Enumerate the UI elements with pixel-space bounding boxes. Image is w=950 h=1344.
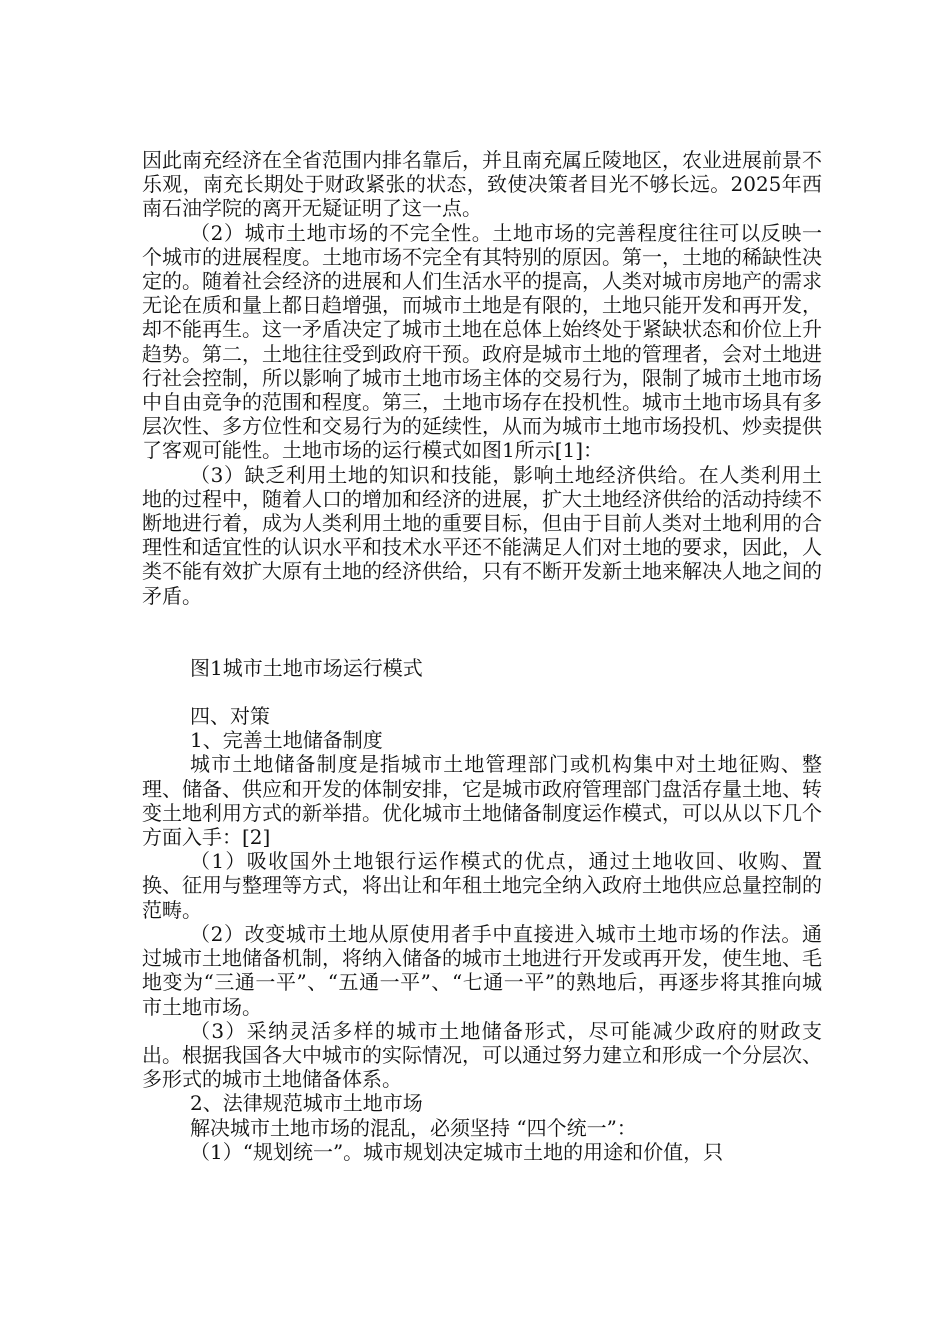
figure-placeholder-space — [142, 608, 822, 656]
document-body — [142, 148, 822, 1164]
paragraph-land-market-incomplete: （2）城市土地市场的不完全性。土地市场的完善程度往往可以反映一个城市的进展程度。土地市场不完全有其特别的原因。第一，土地的稀缺性决定的。随着社会经济的进展和人们生活水平的提高，人类对城市房地产的需求无论在质和量上都日趋增强，而城市土地是有限的，土地只能开发和再开发，却不能再生。这一矛盾决定了城市土地在总体上始终处于紧缺状态和价位上升趋势。第二，土地往往受到政府干预。政府是城市土地的管理者，会对土地进行社会控制，所以影响了城市土地市场主体的交易行为，限制了城市土地市场中自由竞争的范围和程度。第三，土地市场存在投机性。城市土地市场具有多层次性、多方位性和交易行为的延续性，从而为城市土地市场投机、炒卖提供了客观可能性。土地市场的运行模式如图1所示[1]： — [142, 220, 822, 463]
paragraph-land-knowledge: （3）缺乏利用土地的知识和技能，影响土地经济供给。在人类利用土地的过程中，随着人口的增加和经济的进展，扩大土地经济供给的活动持续不断地进行着，成为人类利用土地的重要目标，但由于目前人类对土地利用的合理性和适宜性的认识水平和技术水平还不能满足人们对土地的要求，因此，人类不能有效扩大原有土地的经济供给，只有不断开发新土地来解决人地之间的矛盾。 — [142, 462, 822, 608]
paragraph-reserve-item-2: （2）改变城市土地从原使用者手中直接进入城市土地市场的作法。通过城市土地储备机制，将纳入储备的城市土地进行开发或再开发，使生地、毛地变为“三通一平”、“五通一平”、“七通一平”的熟地后，再逐步将其推向城市土地市场。 — [142, 921, 822, 1019]
subheading-legal-regulation: 2、法律规范城市土地市场 — [190, 1091, 423, 1116]
paragraph-intro: 因此南充经济在全省范围内排名靠后，并且南充属丘陵地区，农业进展前景不乐观，南充长期处于财政紧张的状态，致使决策者目光不够长远。2025年西南石油学院的离开无疑证明了这一点。 — [142, 148, 822, 221]
paragraph-planning-unification: （1）“规划统一”。城市规划决定城市土地的用途和价值，只 — [190, 1139, 724, 1164]
subheading-land-reserve: 1、完善土地储备制度 — [190, 728, 383, 753]
paragraph-reserve-item-1: （1）吸收国外土地银行运作模式的优点，通过土地收回、收购、置换、征用与整理等方式，将出让和年租土地完全纳入政府土地供应总量控制的范畴。 — [142, 849, 822, 922]
paragraph-reserve-definition: 城市土地储备制度是指城市土地管理部门或机构集中对土地征购、整理、储备、供应和开发的体制安排，它是城市政府管理部门盘活存量土地、转变土地利用方式的新举措。优化城市土地储备制度运作模式，可以从以下几个方面入手：[2] — [142, 752, 822, 850]
paragraph-four-unifications: 解决城市土地市场的混乱，必须坚持 “四个统一”： — [190, 1115, 637, 1140]
figure-caption: 图1城市土地市场运行模式 — [190, 655, 423, 680]
paragraph-reserve-item-3: （3）采纳灵活多样的城市土地储备形式，尽可能减少政府的财政支出。根据我国各大中城市的实际情况，可以通过努力建立和形成一个分层次、多形式的城市土地储备体系。 — [142, 1018, 822, 1092]
section-heading: 四、对策 — [190, 704, 270, 729]
section-spacer — [142, 680, 822, 704]
